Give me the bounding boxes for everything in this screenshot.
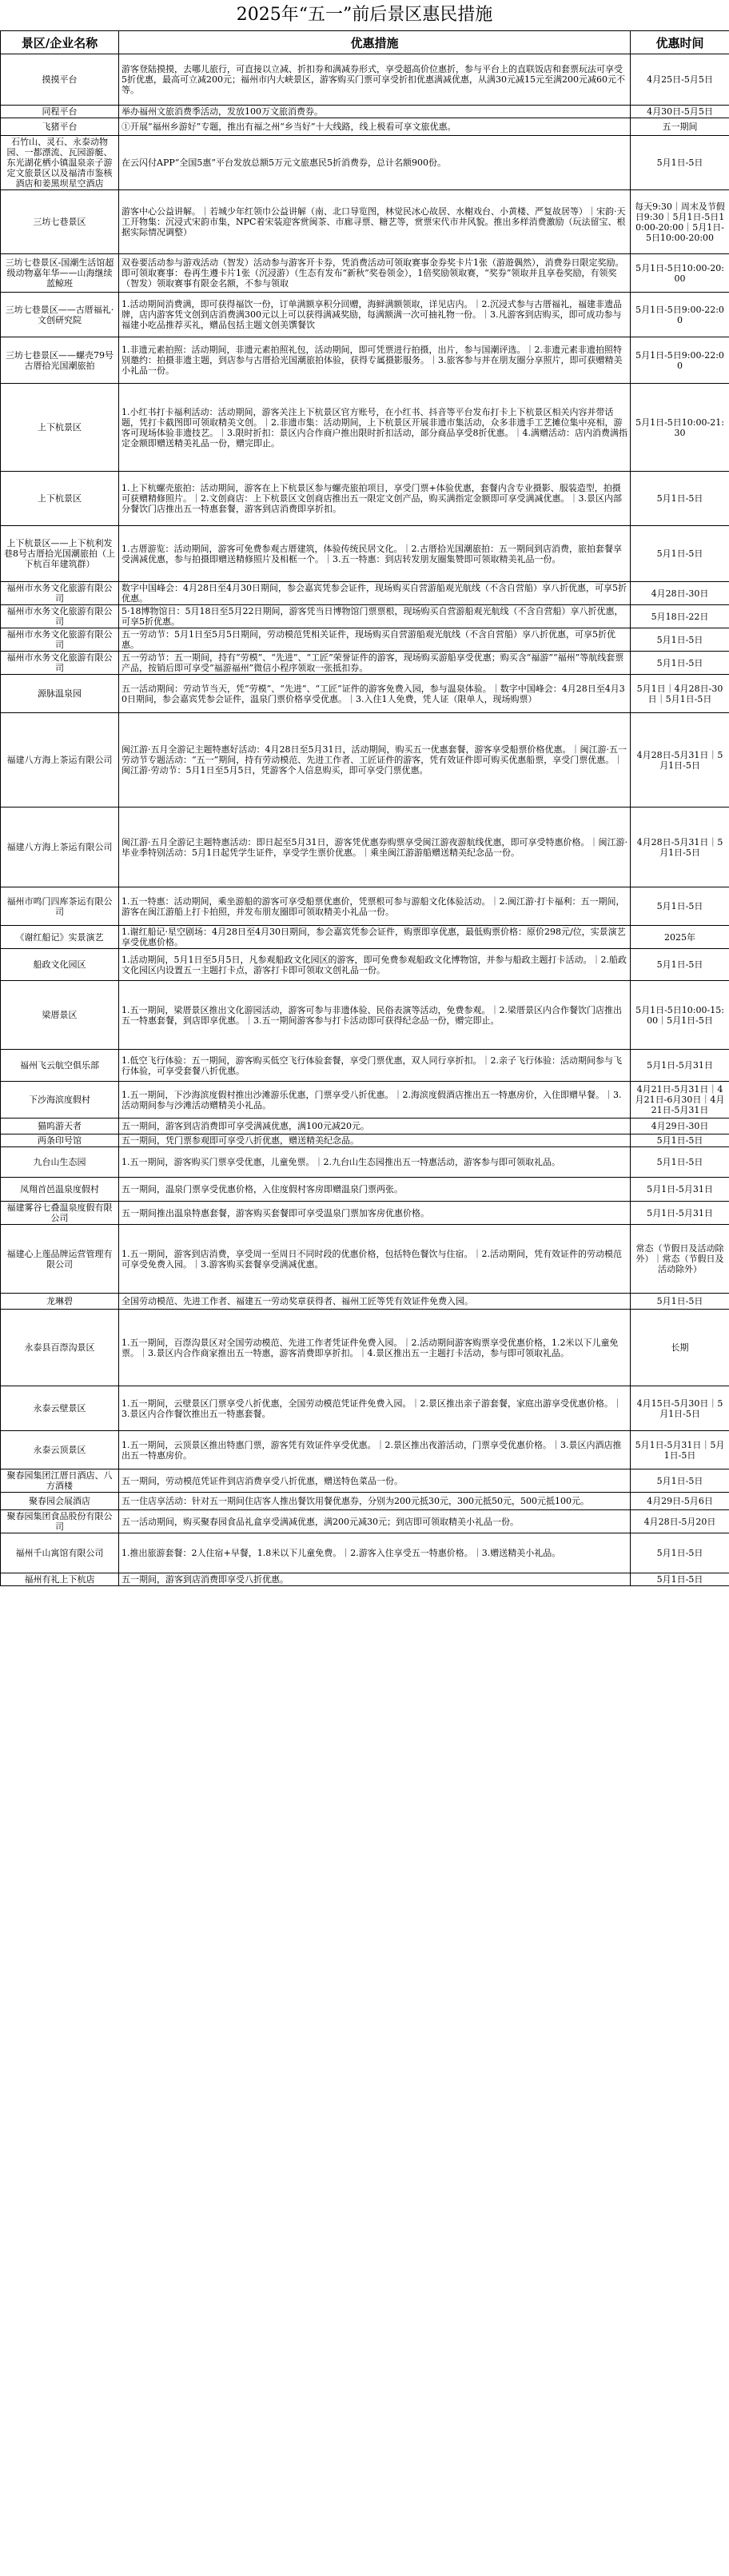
area-cell: 永泰县百漈沟景区 — [1, 1310, 119, 1386]
table-row — [1, 807, 729, 887]
time-cell: 4月28日-5月31日｜5月1日-5日 — [631, 807, 729, 887]
time-cell: 5月1日-5日 — [631, 1533, 729, 1573]
area-cell: 福建雾谷七叠温泉度假有限公司 — [1, 1202, 119, 1225]
area-cell: 梁厝景区 — [1, 981, 119, 1050]
measure-cell: 游客登陆摸摸，去哪儿旅行，可直接以立减、折扣券和满减券形式，享受超高价位惠折，参与平台上的直联饭店和套票玩法可享受5折优惠，最高可立减200元；福州市内大峡景区，游客购买门票可享受折扣优惠满减优惠，从满30元减15元至满200元减60元不等。 — [119, 54, 631, 106]
area-cell: 福建八方海上茶运有限公司 — [1, 713, 119, 807]
time-cell: 4月28日-5月31日｜5月1日-5日 — [631, 713, 729, 807]
table-row — [1, 1225, 729, 1294]
time-cell: 5月1日-5日 — [631, 1469, 729, 1493]
area-cell: 福州有礼上下杭店 — [1, 1573, 119, 1586]
area-cell: 两条印号馆 — [1, 1134, 119, 1147]
measure-cell: 1.推出旅游套餐：2人住宿+早餐，1.8米以下儿童免费。｜2.游客入住享受五一特惠价格。｜3.赠送精美小礼品。 — [119, 1533, 631, 1573]
table-row — [1, 1202, 729, 1225]
table-row — [1, 713, 729, 807]
measure-cell: 1.五一期间，游客到店消费，享受周一至周日不同时段的优惠价格，包括特色餐饮与住宿。｜2.活动期间，凭有效证件的劳动模范可享受免费入园。｜3.游客购买套餐享受满减优惠。 — [119, 1225, 631, 1294]
time-cell: 5月1日-5月31日｜5月1日-5日 — [631, 1431, 729, 1469]
header-measures: 优惠措施 — [119, 31, 631, 54]
table-row — [1, 1533, 729, 1573]
measure-cell: 举办福州文旅消费季活动，发放100万文旅消费券。 — [119, 106, 631, 118]
measure-cell: 1.五一期间，云顶景区推出特惠门票，游客凭有效证件享受优惠。｜2.景区推出夜游活动，门票享受优惠价格。｜3.景区内酒店推出五一特惠房价。 — [119, 1431, 631, 1469]
time-cell: 长期 — [631, 1310, 729, 1386]
measure-cell: 全国劳动模范、先进工作者、福建五一劳动奖章获得者、福州工匠等凭有效证件免费入园。 — [119, 1294, 631, 1310]
table-body — [1, 54, 729, 1586]
table-row — [1, 582, 729, 605]
measure-cell: 1.五一期间，梁厝景区推出文化游园活动，游客可参与非遗体验、民俗表演等活动，免费参观。｜2.梁厝景区内合作餐饮门店推出五一特惠套餐，到店即享优惠。｜3.五一期间游客参与打卡活动即可获得纪念品一份，赠完即止。 — [119, 981, 631, 1050]
table-row — [1, 54, 729, 106]
measure-cell: 五一活动期间，购买聚春园食品礼盒享受满减优惠，满200元减30元；到店即可领取精美小礼品一份。 — [119, 1510, 631, 1533]
time-cell: 4月30日-5月5日 — [631, 106, 729, 118]
measure-cell: 五一期间，游客到店消费即可享受满减优惠，满100元减20元。 — [119, 1119, 631, 1134]
area-cell: 上下杭景区 — [1, 384, 119, 472]
table-row — [1, 190, 729, 254]
time-cell: 5月1日-5日10:00-15:00｜5月1日-5日 — [631, 981, 729, 1050]
measure-cell: 闽江游·五月全游记主题特惠好活动：4月28日至5月31日，活动期间，购买五一优惠套餐，游客享受船票价格优惠。｜闽江游·五一劳动节专题活动：“五一”期间，持有劳动模范、先进工作者、工匠证件的游客，凭有效证件即可购买优惠船票，享受门票优惠。｜闽江游·劳动节：5月1日至5月5日，凭游客个人信息购买，即可享受门票优惠。 — [119, 713, 631, 807]
table-row — [1, 1082, 729, 1119]
area-cell: 摸摸平台 — [1, 54, 119, 106]
table-row — [1, 472, 729, 526]
time-cell: 4月28日-30日 — [631, 582, 729, 605]
measure-cell: 1.谢红船记·星空剧场：4月28日至4月30日期间，参会嘉宾凭参会证件，购票即享优惠，最低购票价格：原价298元/位，实景演艺享受优惠价格。 — [119, 926, 631, 949]
measure-cell: 五一期间，温泉门票享受优惠价格，入住度假村客房即赠温泉门票两张。 — [119, 1178, 631, 1202]
measure-cell: 1.五一期间，百漈沟景区对全国劳动模范、先进工作者凭证件免费入园。｜2.活动期间游客购票享受优惠价格，1.2米以下儿童免票。｜3.景区内合作商家推出五一特惠，游客消费即享折扣。｜4.景区推出五一主题打卡活动，参与即可领取礼品。 — [119, 1310, 631, 1386]
measure-cell: 1.五一特惠：活动期间，乘坐游船的游客可享受船票优惠价，凭票根可参与游船文化体验活动。｜2.闽江游·打卡福利：五一期间，游客在闽江游船上打卡拍照，并发布朋友圈即可领取精美小礼品一份。 — [119, 887, 631, 926]
area-cell: 同程平台 — [1, 106, 119, 118]
time-cell: 5月1日-5日 — [631, 136, 729, 190]
area-cell: 福州市水务文化旅游有限公司 — [1, 582, 119, 605]
area-cell: 飞猪平台 — [1, 118, 119, 136]
table-header-row — [1, 31, 729, 54]
area-cell: 福建心上莲品牌运营管理有限公司 — [1, 1225, 119, 1294]
table-row — [1, 384, 729, 472]
area-cell: 源脉温泉园 — [1, 675, 119, 713]
area-cell: 《谢红船记》实景演艺 — [1, 926, 119, 949]
table-row — [1, 1469, 729, 1493]
measure-cell: 在云闪付APP“全国5惠”平台发放总额5万元文旅惠民5折消费券，总计名额900份。 — [119, 136, 631, 190]
table-row — [1, 1178, 729, 1202]
time-cell: 4月15日-5月30日｜5月1日-5日 — [631, 1386, 729, 1431]
time-cell: 5月1日-5日 — [631, 472, 729, 526]
table-row — [1, 1294, 729, 1310]
area-cell: 永泰云壁景区 — [1, 1386, 119, 1431]
area-cell: 猫呜游天者 — [1, 1119, 119, 1134]
time-cell: 5月18日-22日 — [631, 605, 729, 628]
time-cell: 5月1日-5月31日 — [631, 1050, 729, 1082]
area-cell: 聚春园集团江厝日酒店、八方酒楼 — [1, 1469, 119, 1493]
table-row — [1, 526, 729, 582]
area-cell: 聚春园集团食品股份有限公司 — [1, 1510, 119, 1533]
area-cell: 三坊七巷景区 — [1, 190, 119, 254]
table-row — [1, 337, 729, 384]
measure-cell: 1.五一期间，游客购买门票享受优惠，儿童免票。｜2.九台山生态园推出五一特惠活动，游客参与即可领取礼品。 — [119, 1147, 631, 1178]
area-cell: 福州飞云航空俱乐部 — [1, 1050, 119, 1082]
time-cell: 5月1日-5日10:00-21:30 — [631, 384, 729, 472]
time-cell: 5月1日-5日 — [631, 887, 729, 926]
measure-cell: 五一期间推出温泉特惠套餐，游客购买套餐即可享受温泉门票加客房优惠价格。 — [119, 1202, 631, 1225]
measure-cell: 五一住店享活动：针对五一期间住店客人推出餐饮用餐优惠券，分别为200元抵30元，300元抵50元，500元抵100元。 — [119, 1493, 631, 1510]
page-title: 2025年“五一”前后景区惠民措施 — [236, 5, 493, 25]
area-cell: 聚春园会展酒店 — [1, 1493, 119, 1510]
time-cell: 4月28日-5月20日 — [631, 1510, 729, 1533]
table-row — [1, 118, 729, 136]
time-cell: 5月1日-5日 — [631, 628, 729, 652]
time-cell: 5月1日-5日9:00-22:00 — [631, 293, 729, 337]
table-row — [1, 1431, 729, 1469]
area-cell: 上下杭景区 — [1, 472, 119, 526]
time-cell: 5月1日-5月31日 — [631, 1178, 729, 1202]
measure-cell: 五一劳动节：五一期间，持有“劳模”、“先进”、“工匠”荣誉证件的游客，现场购买游船享受优惠；购买含“福游”“福州”等航线套票产品，按销后即可享受“福游福州”微信小程序领取一张抵扣券。 — [119, 652, 631, 675]
area-cell: 福州市鸣门四库茶运有限公司 — [1, 887, 119, 926]
time-cell: 5月1日-5日 — [631, 526, 729, 582]
area-cell: 三坊七巷景区-国潮生活馆超级动物嘉年华——山海继续蓝鲸班 — [1, 254, 119, 293]
table-row — [1, 254, 729, 293]
table-row — [1, 1573, 729, 1586]
time-cell: 每天9:30｜周末及节假日9:30｜5月1日-5日10:00-20:00｜5月1日-5日10:00-20:00 — [631, 190, 729, 254]
area-cell: 福建八方海上茶运有限公司 — [1, 807, 119, 887]
table-row — [1, 675, 729, 713]
table-row — [1, 1119, 729, 1134]
table-row — [1, 887, 729, 926]
measure-cell: 5·18博物馆日：5月18日至5月22日期间，游客凭当日博物馆门票票根，现场购买自营游船观光航线（不含自营船）享八折优惠，可享5折优惠。 — [119, 605, 631, 628]
area-cell: 船政文化园区 — [1, 949, 119, 981]
area-cell: 福州千山寓馆有限公司 — [1, 1533, 119, 1573]
table-row — [1, 106, 729, 118]
table-row — [1, 981, 729, 1050]
measure-cell: 1.活动期间消费满，即可获得福饮一份，订单满额享积分回赠，海鲜满额领取，详见店内。｜2.沉浸式参与古厝福礼，福建非遗品牌，店内游客凭文创到店消费满300元以上可以获得满减奖励，每满额满一次可抽礼物一份。｜3.凡游客到店购买，即可成功参与福建小吃品推荐买礼，赠品包括主题文创美馔餐饮 — [119, 293, 631, 337]
measure-cell: 闽江游·五月全游记主题特惠活动：即日起至5月31日，游客凭优惠券购票享受闽江游夜游航线优惠，即可享受特惠价格。｜闽江游·毕业季特别活动：5月1日起凭学生证件，享受学生票价优惠。｜乘坐闽江游游船赠送精美纪念品一份。 — [119, 807, 631, 887]
time-cell: 4月25日-5月5日 — [631, 54, 729, 106]
measure-cell: 双卷要活动参与游戏活动（智发）活动参与游客开卡券，凭消费活动可领取赛事金券奖卡片1张（游遊偶然），消费券日限定奖励。即可领取赛事：卷再生遵卡片1张（沉浸游）（生态有发布“新秋”奖卷领金），1倍奖励领取赛，“奖券”领取并且享卷奖励，有领奖（智发）领取赛事有限金名额，不参与领取 — [119, 254, 631, 293]
area-cell: 下沙海滨度假村 — [1, 1082, 119, 1119]
time-cell: 5月1日-5日 — [631, 1134, 729, 1147]
time-cell: 5月1日-5日9:00-22:00 — [631, 337, 729, 384]
area-cell: 福州市水务文化旅游有限公司 — [1, 628, 119, 652]
header-area: 景区/企业名称 — [1, 31, 119, 54]
table-row — [1, 949, 729, 981]
table-row — [1, 1147, 729, 1178]
measure-cell: 五一劳动节：5月1日至5月5日期间，劳动模范凭相关证件，现场购买自营游船观光航线（不含自营船）享八折优惠，可享5折优惠。 — [119, 628, 631, 652]
area-cell: 三坊七巷景区——螺壳79号古厝拾光国潮旅拍 — [1, 337, 119, 384]
measure-cell: 五一期间，凭门票参观即可享受八折优惠，赠送精美纪念品。 — [119, 1134, 631, 1147]
time-cell: 4月29日-5月6日 — [631, 1493, 729, 1510]
table-row — [1, 1134, 729, 1147]
measure-cell: ①开展“福州乡游好”专题，推出有福之州“乡当好”十大线路，线上极看可享文旅优惠。 — [119, 118, 631, 136]
time-cell: 五一期间 — [631, 118, 729, 136]
table-row — [1, 605, 729, 628]
measure-cell: 数字中国峰会：4月28日至4月30日期间，参会嘉宾凭参会证件，现场购买自营游船观光航线（不含自营船）享八折优惠，可享5折优惠。 — [119, 582, 631, 605]
area-cell: 石竹山、灵石、永泰动物园、一都漂流、瓦园游艇、东光湖花栖小镇温泉亲子游定文旅景区以及福清市鉴核酒店和姜黑坝星空酒店 — [1, 136, 119, 190]
table-row — [1, 1310, 729, 1386]
measure-cell: 1.小红书打卡福利活动：活动期间，游客关注上下杭景区官方账号，在小红书、抖音等平台发布打卡上下杭景区相关内容并带话题，凭打卡截图即可领取精美文创。｜2.非遗市集：活动期间，上下杭景区开展非遗市集活动，众多非遗手工艺摊位集中亮相，游客可现场体验非遗技艺。｜3.限时折扣：景区内合作商户推出限时折扣活动，部分商品享受8折优惠。｜4.满赠活动：店内消费满指定金额即赠送精美礼品一份，赠完即止。 — [119, 384, 631, 472]
table-row — [1, 136, 729, 190]
header-time: 优惠时间 — [631, 31, 729, 54]
table-row — [1, 1493, 729, 1510]
time-cell: 5月1日-5日10:00-20:00 — [631, 254, 729, 293]
measure-cell: 1.非遗元素拍照：活动期间，非遗元素拍照礼包，活动期间，即可凭票进行拍摄，出片，参与国潮评选。｜2.非遗元素非遗拍照特别邀约：拍摄非遗主题，到店参与古厝拾光国潮旅拍体验，获得专属摄影服务。｜3.旅客参与并在朋友圈分享照片，即可获赠精美小礼品一份。 — [119, 337, 631, 384]
time-cell: 5月1日｜4月28日-30日｜5月1日-5日 — [631, 675, 729, 713]
table-row — [1, 926, 729, 949]
measure-cell: 1.五一期间，下沙海滨度假村推出沙滩游乐优惠，门票享受八折优惠。｜2.海滨度假酒店推出五一特惠房价，入住即赠早餐。｜3.活动期间参与沙滩活动赠精美小礼品。 — [119, 1082, 631, 1119]
time-cell: 4月29日-30日 — [631, 1119, 729, 1134]
measure-cell: 五一期间，游客到店消费即享受八折优惠。 — [119, 1573, 631, 1586]
time-cell: 4月21日-5月31日｜4月21日-6月30日｜4月21日-5月31日 — [631, 1082, 729, 1119]
time-cell: 2025年 — [631, 926, 729, 949]
measure-cell: 1.低空飞行体验：五一期间，游客购买低空飞行体验套餐，享受门票优惠，双人同行享折扣。｜2.亲子飞行体验：活动期间参与飞行体验，可享受套餐八折优惠。 — [119, 1050, 631, 1082]
measure-cell: 1.活动期间，5月1日至5月5日，凡参观船政文化园区的游客，即可免费参观船政文化博物馆，并参与船政主题打卡活动。｜2.船政文化园区内设置五一主题打卡点，游客打卡即可领取文创礼品一份。 — [119, 949, 631, 981]
time-cell: 5月1日-5月31日 — [631, 1202, 729, 1225]
area-cell: 九台山生态园 — [1, 1147, 119, 1178]
area-cell: 三坊七巷景区——古厝福礼·文创研究院 — [1, 293, 119, 337]
table-row — [1, 293, 729, 337]
time-cell: 5月1日-5日 — [631, 1573, 729, 1586]
table-row — [1, 652, 729, 675]
table-row — [1, 1510, 729, 1533]
table-row — [1, 1386, 729, 1431]
time-cell: 5月1日-5日 — [631, 949, 729, 981]
area-cell: 凤翔首邑温泉度假村 — [1, 1178, 119, 1202]
area-cell: 永泰云顶景区 — [1, 1431, 119, 1469]
measures-table — [0, 30, 729, 1586]
table-row — [1, 1050, 729, 1082]
measure-cell: 五一期间，劳动模范凭证件到店消费享受八折优惠，赠送特色菜品一份。 — [119, 1469, 631, 1493]
measure-cell: 游客中心公益讲解。｜若城少年红领巾公益讲解（南、北口导览图，林觉民冰心故居、水榭戏台、小黄楼、严复故居等）｜宋韵·天工开物集：沉浸式宋韵市集，NPC着宋装迎客赏闽茶、市廊寻票、糖艺等，赏票宋代市井风貌。推出多样消费激励（玩法留宝、根据实际情况调整） — [119, 190, 631, 254]
area-cell: 福州市水务文化旅游有限公司 — [1, 652, 119, 675]
measure-cell: 五一活动期间：劳动节当天，凭“劳模”、“先进”、“工匠”证件的游客免费入园，参与温泉体验。｜数字中国峰会：4月28日至4月30日期间，参会嘉宾凭参会证件，温泉门票价格享受优惠。｜3.入住1人免费，凭人证（限单人，现场购票） — [119, 675, 631, 713]
measure-cell: 1.五一期间，云壁景区门票享受八折优惠，全国劳动模范凭证件免费入园。｜2.景区推出亲子游套餐，家庭出游享受优惠价格。｜3.景区内合作餐饮推出五一特惠套餐。 — [119, 1386, 631, 1431]
table-row — [1, 628, 729, 652]
area-cell: 龙琳碧 — [1, 1294, 119, 1310]
time-cell: 常态（节假日及活动除外）｜常态（节假日及活动除外） — [631, 1225, 729, 1294]
measure-cell: 1.古厝游览：活动期间，游客可免费参观古厝建筑，体验传统民居文化。｜2.古厝拾光国潮旅拍：五一期间到店消费，旅拍套餐享受满减优惠，参与拍摄即赠送精修照片及相框一个。｜3.五一特惠：到店转发朋友圈集赞即可领取精美礼品一份。 — [119, 526, 631, 582]
area-cell: 上下杭景区——上下杭利发巷8号古厝拾光国潮旅拍（上下杭百年建筑群） — [1, 526, 119, 582]
time-cell: 5月1日-5日 — [631, 1294, 729, 1310]
time-cell: 5月1日-5日 — [631, 1147, 729, 1178]
area-cell: 福州市水务文化旅游有限公司 — [1, 605, 119, 628]
measure-cell: 1.上下杭螺壳旅拍：活动期间，游客在上下杭景区参与螺壳旅拍项目，享受门票+体验优惠，套餐内含专业摄影、服装造型，拍摄可获赠精修照片。｜2.文创商店：上下杭景区文创商店推出五一限定文创产品，购买满指定金额即可享受满减优惠。｜3.景区内部分餐饮门店推出五一特惠套餐，游客到店消费即享折扣。 — [119, 472, 631, 526]
time-cell: 5月1日-5日 — [631, 652, 729, 675]
